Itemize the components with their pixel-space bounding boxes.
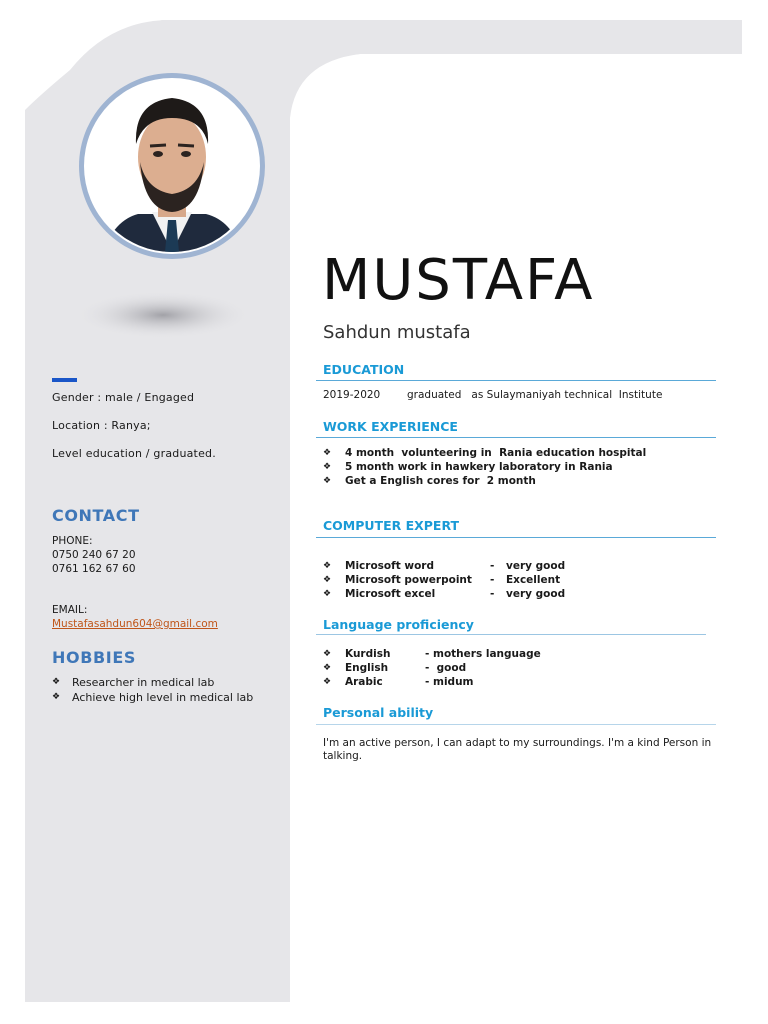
name-title: MUSTAFA [322, 248, 595, 313]
list-item: ❖ Microsoft powerpoint - Excellent [323, 574, 561, 586]
computer-expert-heading: COMPUTER EXPERT [323, 518, 460, 533]
list-item: ❖ Microsoft word - very good [323, 560, 566, 572]
list-item: ❖ Achieve high level in medical lab [52, 691, 254, 704]
contact-block [52, 534, 136, 576]
section-divider [316, 437, 716, 438]
hobbies-heading: HOBBIES [52, 648, 136, 667]
accent-bar [52, 378, 77, 382]
diamond-bullet-icon: ❖ [323, 462, 332, 472]
list-item: ❖ Arabic - midum [323, 676, 474, 688]
email-block [52, 603, 218, 631]
phone-number: 0761 162 67 60 [52, 563, 136, 575]
education-detail: graduated as Sulaymaniyah technical Institute [407, 389, 663, 401]
diamond-bullet-icon: ❖ [52, 692, 61, 702]
list-item: ❖ 4 month volunteering in Rania education hospital [323, 447, 647, 459]
section-divider [316, 634, 706, 635]
email-link[interactable]: Mustafasahdun604@gmail.com [52, 618, 218, 630]
phone-label: PHONE: [52, 535, 93, 547]
education-heading: EDUCATION [323, 362, 405, 377]
diamond-bullet-icon: ❖ [323, 677, 332, 687]
personal-ability-text: I'm an active person, I can adapt to my surroundings. I'm a kind Person in talking. [323, 737, 712, 762]
list-item: ❖ Microsoft excel - very good [323, 588, 566, 600]
location-info: Location : Ranya; [52, 419, 151, 432]
language-list [323, 647, 541, 689]
section-divider [316, 380, 716, 381]
diamond-bullet-icon: ❖ [323, 476, 332, 486]
education-entry [323, 389, 662, 401]
contact-heading: CONTACT [52, 506, 140, 525]
diamond-bullet-icon: ❖ [323, 575, 332, 585]
computer-skills-list [323, 559, 565, 601]
diamond-bullet-icon: ❖ [323, 448, 332, 458]
education-years: 2019-2020 [323, 389, 381, 401]
language-heading: Language proficiency [323, 617, 474, 632]
hobbies-list [52, 675, 253, 705]
education-level-info: Level education / graduated. [52, 447, 216, 460]
list-item: ❖ Kurdish - mothers language [323, 648, 541, 660]
list-item: ❖ English - good [323, 662, 467, 674]
email-label: EMAIL: [52, 604, 88, 616]
diamond-bullet-icon: ❖ [52, 677, 61, 687]
diamond-bullet-icon: ❖ [323, 561, 332, 571]
list-item: ❖ Get a English cores for 2 month [323, 475, 536, 487]
personal-ability-heading: Personal ability [323, 705, 434, 720]
section-divider [316, 724, 716, 725]
work-experience-list [323, 446, 646, 488]
list-item: ❖ 5 month work in hawkery laboratory in Rania [323, 461, 613, 473]
full-name: Sahdun mustafa [323, 322, 471, 343]
diamond-bullet-icon: ❖ [323, 649, 332, 659]
phone-number: 0750 240 67 20 [52, 549, 136, 561]
diamond-bullet-icon: ❖ [323, 589, 332, 599]
list-item: ❖ Researcher in medical lab [52, 676, 215, 689]
section-divider [316, 537, 716, 538]
profile-photo [78, 62, 266, 270]
diamond-bullet-icon: ❖ [323, 663, 332, 673]
gender-info: Gender : male / Engaged [52, 391, 195, 404]
work-experience-heading: WORK EXPERIENCE [323, 419, 458, 434]
